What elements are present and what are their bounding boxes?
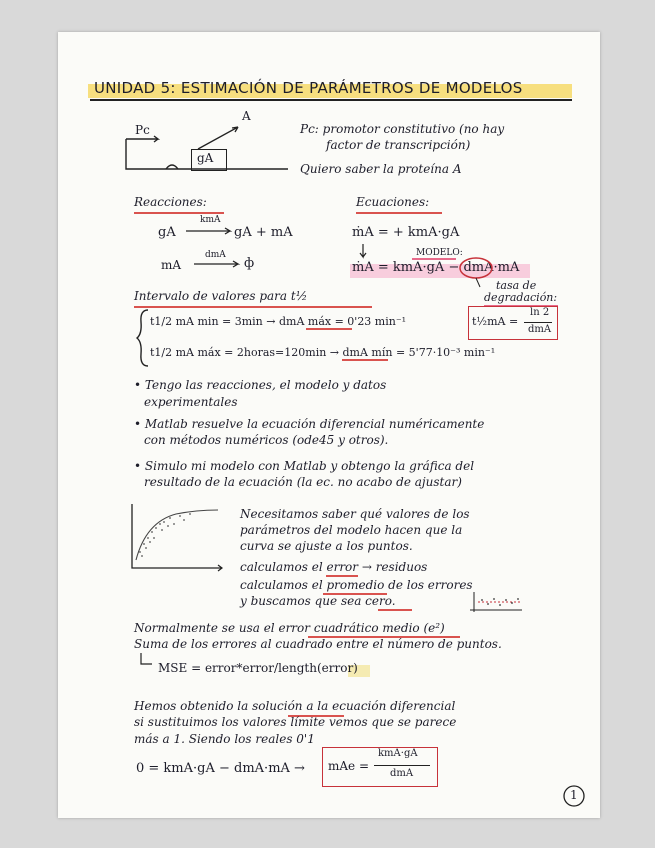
bullet-3-line-1: • Simulo mi modelo con Matlab y obtengo la gráfica del	[134, 459, 475, 473]
dma-max-underline	[306, 328, 352, 330]
ecuaciones-heading: Ecuaciones:	[356, 195, 430, 209]
tasa-label-1: tasa de	[496, 279, 537, 292]
fit-text-1: Necesitamos saber qué valores de los	[240, 507, 470, 521]
interval-row-2: t1/2 mA máx = 2horas=120min → dmA mín = 5'77·10⁻³ min⁻¹	[150, 346, 496, 359]
gene-diagram	[118, 127, 258, 177]
pc-definition-1: Pc: promotor constitutivo (no hay	[300, 122, 505, 136]
dma-circle	[458, 257, 494, 279]
bullet-2-line-1: • Matlab resuelve la ecuación diferencial numéricamente	[134, 417, 485, 431]
interval-brace	[136, 308, 150, 368]
bullet-1-line-1: • Tengo las reacciones, el modelo y datos	[134, 378, 387, 392]
notebook-page	[58, 32, 600, 818]
equation-2: ṁA = kmA·gA − dmA·mA	[352, 260, 520, 275]
reaction-1-arrow	[184, 226, 234, 236]
reaction-1-rate: kmA	[200, 215, 221, 225]
cero-underline	[378, 609, 412, 611]
reaction-2-right: ф	[244, 256, 255, 271]
error-underline	[326, 575, 358, 577]
steady-state-label: mAe =	[328, 759, 370, 773]
intervalo-heading: Intervalo de valores para t½	[134, 289, 308, 303]
reaction-1-right: gA + mA	[234, 225, 293, 240]
dma-min-underline	[342, 359, 388, 361]
fit-text-3: curva se ajuste a los puntos.	[240, 539, 413, 553]
conclusion-line-1: Hemos obtenido la solución a la ecuación diferencial	[134, 699, 456, 713]
mse-line-2: Suma de los errores al cuadrado entre el número de puntos.	[134, 637, 502, 651]
reacciones-underline	[134, 212, 224, 214]
intervalo-underline	[134, 306, 372, 308]
down-arrow	[358, 243, 368, 259]
mse-arrow	[138, 652, 154, 668]
bullet-1-line-2: experimentales	[144, 395, 238, 409]
conclusion-line-2: si sustituimos los valores límite vemos que se parece	[134, 715, 457, 729]
bullet-2-line-2: con métodos numéricos (ode45 y otros).	[144, 433, 389, 447]
conclusion-line-3: más a 1. Siendo los reales 0'1	[134, 732, 315, 746]
half-life-numerator: ln 2	[530, 307, 550, 318]
tasa-label-2: degradación:	[484, 291, 558, 304]
interval-row-1: t1/2 mA min = 3min → dmA máx = 0'23 min⁻¹	[150, 315, 407, 328]
gene-label: gA	[197, 151, 214, 165]
fit-sketch-plot	[126, 502, 226, 572]
reaction-2-left: mA	[161, 258, 182, 272]
steady-state-denominator: dmA	[390, 768, 414, 779]
pc-label: Pc	[135, 123, 150, 137]
reaction-1-left: gA	[158, 225, 176, 240]
half-life-fraction-bar	[524, 322, 552, 323]
title-underline	[90, 99, 572, 101]
reaction-2-arrow	[192, 259, 242, 269]
pc-definition-2: factor de transcripción)	[326, 138, 471, 152]
fit-text-4: calculamos el error → residuos	[240, 560, 428, 574]
half-life-denominator: dmA	[528, 324, 552, 335]
bullet-3-line-2: resultado de la ecuación (la ec. no acabo de ajustar)	[144, 475, 462, 489]
equation-1: ṁA = + kmA·gA	[352, 225, 460, 240]
half-life-label: t½mA =	[472, 315, 519, 328]
a-label: A	[242, 109, 251, 123]
modelo-label: MODELO:	[416, 248, 463, 258]
steady-state-fraction-bar	[374, 765, 430, 766]
reaction-2-rate: dmA	[205, 250, 226, 260]
mse-formula: MSE = error*error/length(error)	[158, 661, 358, 675]
page-number: 1	[570, 788, 578, 802]
ecuaciones-underline	[356, 212, 442, 214]
mse-line-1: Normalmente se usa el error cuadrático medio (e²)	[134, 621, 445, 635]
quiero-text: Quiero saber la proteína A	[300, 162, 462, 176]
steady-state-numerator: kmA·gA	[378, 748, 418, 759]
fit-text-2: parámetros del modelo hacen que la	[240, 523, 463, 537]
fit-text-6: y buscamos que sea cero.	[240, 594, 396, 608]
steady-state-equation: 0 = kmA·gA − dmA·mA →	[136, 761, 305, 776]
residuals-sketch	[466, 590, 526, 614]
fit-text-5: calculamos el promedio de los errores	[240, 578, 473, 592]
reacciones-heading: Reacciones:	[134, 195, 207, 209]
page-title: UNIDAD 5: ESTIMACIÓN DE PARÁMETROS DE MODELOS	[94, 79, 523, 97]
